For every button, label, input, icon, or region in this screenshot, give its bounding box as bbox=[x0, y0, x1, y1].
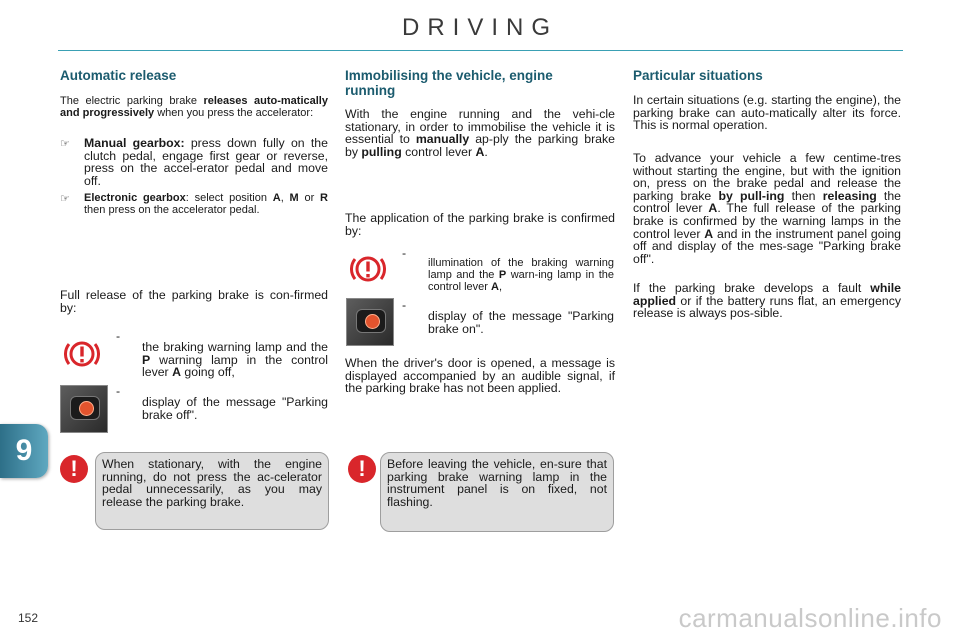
parking-brake-display-icon bbox=[346, 298, 394, 346]
col3-para3: If the parking brake develops a fault while applied or if the battery runs flat, an emergency release is always pos-sible. bbox=[633, 281, 901, 321]
col2-para3: When the driver's door is opened, a message is displayed accompanied by an audible signal, if the parking brake has not been applied. bbox=[345, 356, 615, 396]
heading-immobilising: Immobilising the vehicle, engine running bbox=[345, 68, 553, 98]
chapter-number: 9 bbox=[15, 434, 33, 467]
col3-para1: In certain situations (e.g. starting the engine), the parking brake can auto-matically alter its force. This is normal operation. bbox=[633, 93, 901, 133]
col2-confirm-item-lamp bbox=[402, 246, 614, 304]
col2-para1: With the engine running and the vehi-cle stationary, in order to immobilise the vehicle it is essential to manually ap-ply the parking brake by pulling control lever A. bbox=[345, 107, 615, 159]
col1-confirm-item-lamp bbox=[116, 329, 328, 391]
col2-warning-box: Before leaving the vehicle, en-sure that parking brake warning lamp in the instrument panel is on fixed, not flashing. bbox=[380, 452, 614, 532]
chapter-tab bbox=[0, 424, 48, 478]
col2-confirm-lamp-text: illumination of the braking warning lamp and the P warn-ing lamp in the control lever A, bbox=[428, 257, 615, 293]
dash-marker: - bbox=[116, 329, 121, 343]
dash-marker: - bbox=[116, 384, 121, 398]
watermark: carmanualsonline.info bbox=[678, 603, 942, 633]
col3-para2: To advance your vehicle a few centime-tres without starting the engine, but with the ignition on, press on the brake pedal and release the parking brake by pull-ing then releasing the control lever A. The full release of the parking brake is confirmed by the warning lamps in the control lever A and in the instrument panel going off and display of the mes-sage "Parking brake off". bbox=[633, 151, 901, 266]
heading-particular-situations: Particular situations bbox=[633, 68, 763, 83]
bullet-hand-icon: ☞ bbox=[60, 193, 70, 205]
col1-full-release: Full release of the parking brake is con-firmed by: bbox=[60, 288, 328, 315]
warning-exclamation-icon: ! bbox=[348, 455, 376, 483]
bullet-electronic-gearbox bbox=[60, 192, 328, 216]
brake-warning-lamp-icon bbox=[348, 251, 388, 287]
warning-exclamation-icon: ! bbox=[60, 455, 88, 483]
bullet-manual-gearbox bbox=[60, 137, 328, 187]
page-number: 152 bbox=[18, 611, 39, 625]
col1-confirm-display-text: display of the message "Parking brake off". bbox=[142, 395, 328, 422]
col1-confirm-item-display bbox=[116, 384, 328, 434]
heading-automatic-release: Automatic release bbox=[60, 68, 177, 83]
col2-confirm-display-text: display of the message "Parking brake on". bbox=[428, 309, 614, 336]
col1-warning-box: When stationary, with the engine running, do not press the ac-celerator pedal unnecessarily, as you may release the parking brake. bbox=[95, 452, 329, 530]
bullet-manual-gearbox-text: Manual gearbox: press down fully on the clutch pedal, engage first gear or reverse, press on the accel-erator pedal and move off. bbox=[84, 136, 328, 188]
bullet-electronic-gearbox-text: Electronic gearbox: select position A, M or R then press on the accelerator pedal. bbox=[84, 192, 328, 216]
title-rule bbox=[58, 50, 903, 51]
page-title: DRIVING bbox=[401, 14, 558, 41]
brake-warning-lamp-icon bbox=[62, 336, 102, 372]
col2-para2: The application of the parking brake is confirmed by: bbox=[345, 211, 615, 238]
parking-brake-display-icon bbox=[60, 385, 108, 433]
col2-confirm-item-display bbox=[402, 298, 614, 348]
bullet-hand-icon: ☞ bbox=[60, 138, 70, 150]
dash-marker: - bbox=[402, 298, 407, 312]
dash-marker: - bbox=[402, 246, 407, 260]
col1-confirm-lamp-text: the braking warning lamp and the P warning lamp in the control lever A going off, bbox=[142, 340, 328, 380]
col1-intro: The electric parking brake releases auto-matically and progressively when you press the accelerator: bbox=[60, 95, 328, 119]
